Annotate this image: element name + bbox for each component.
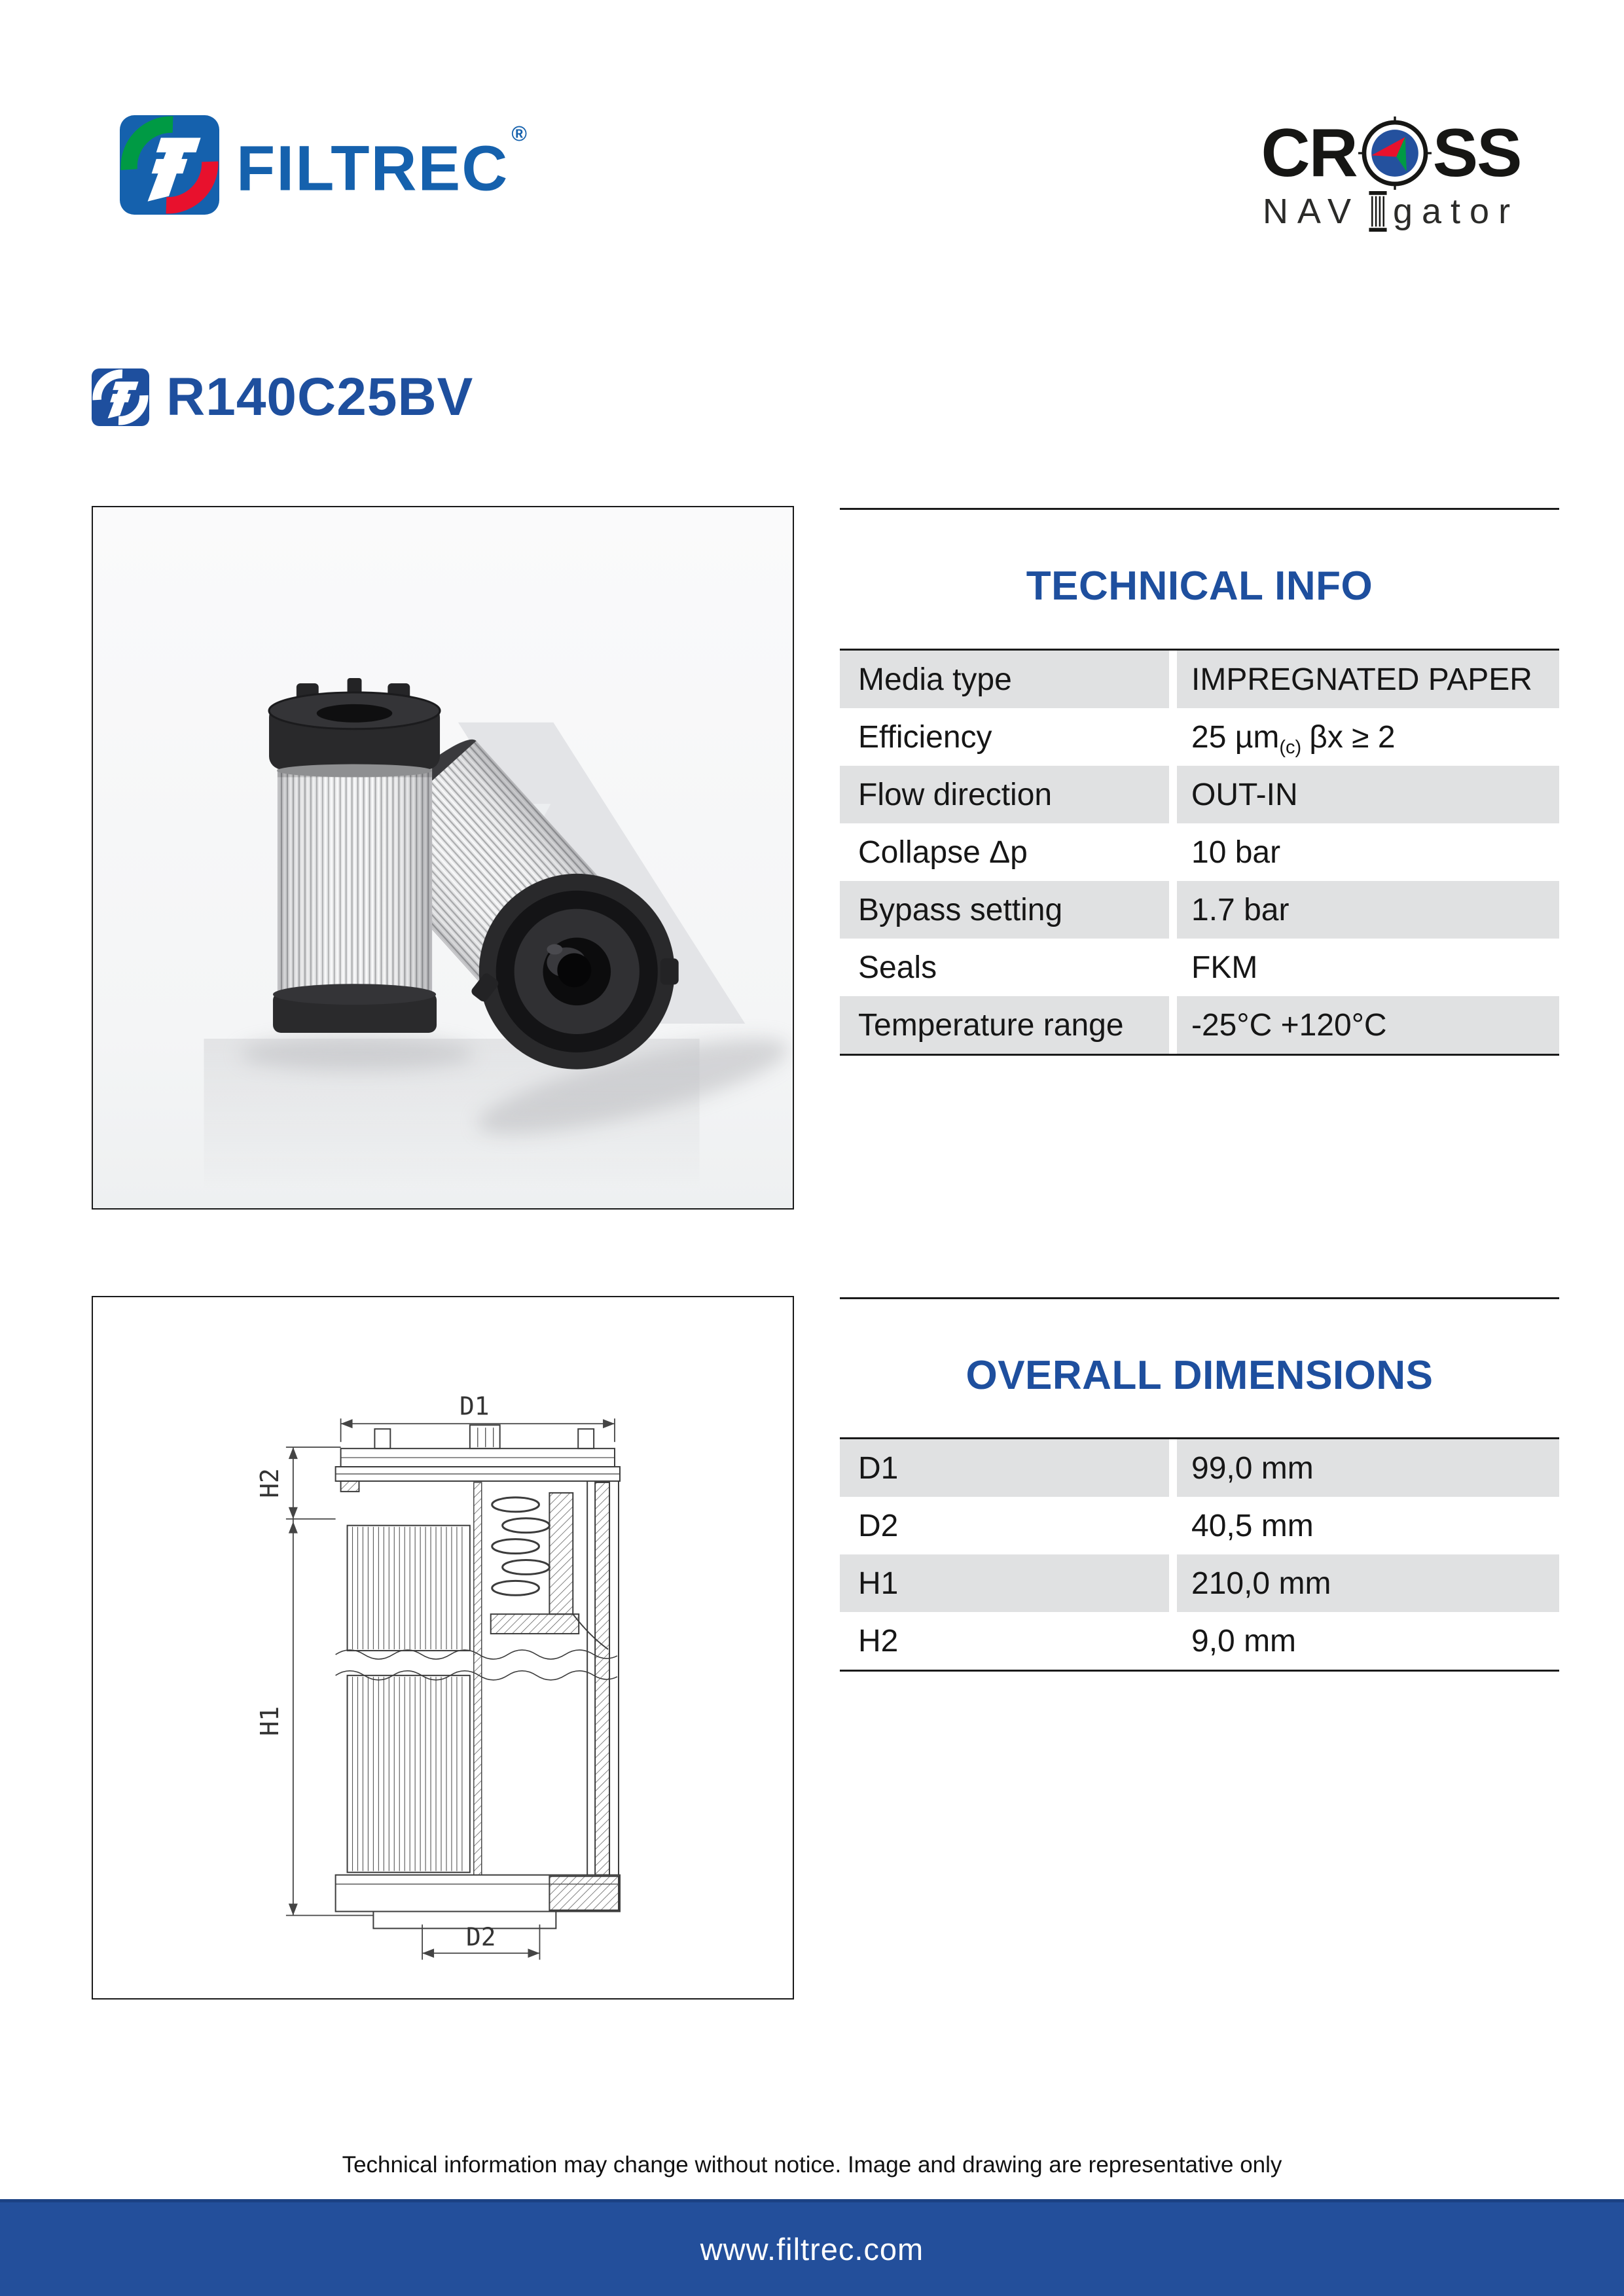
filtrec-logo <box>120 111 526 218</box>
technical-drawing-box <box>92 1296 794 2000</box>
row-label: Temperature range <box>840 996 1169 1054</box>
cross-text-left: CR <box>1261 115 1357 191</box>
row-label: Bypass setting <box>840 881 1169 939</box>
row-value: 9,0 mm <box>1191 1623 1297 1659</box>
filtrec-wordmark: FILTREC ® <box>236 122 528 204</box>
gator-text: gator <box>1392 192 1520 231</box>
overall-dimensions-title: OVERALL DIMENSIONS <box>965 1353 1434 1398</box>
column-icon <box>1367 191 1389 232</box>
cross-navigator-logo <box>1254 117 1528 232</box>
navigator-wordmark <box>1254 191 1528 232</box>
row-label: D1 <box>840 1439 1169 1497</box>
table-row <box>840 939 1559 996</box>
table-row <box>840 1554 1559 1612</box>
tech-section-rule <box>840 508 1559 510</box>
filter-photo <box>93 507 793 1208</box>
tech-info-table <box>840 649 1559 1056</box>
page-title: R140C25BV <box>166 367 474 427</box>
disclaimer-text: Technical information may change without notice. Image and drawing are representative only <box>342 2152 1282 2178</box>
tech-info-title: TECHNICAL INFO <box>1026 564 1373 609</box>
row-label: Flow direction <box>840 766 1169 823</box>
filter-element-upright <box>269 678 440 1033</box>
table-row <box>840 881 1559 939</box>
drawing-label-h2: H2 <box>255 1468 284 1498</box>
nav-text: NAV <box>1262 192 1360 231</box>
table-row <box>840 1497 1559 1554</box>
table-row <box>840 1612 1559 1670</box>
product-title-row <box>92 367 473 428</box>
row-value: OUT-IN <box>1177 766 1559 823</box>
row-value: FKM <box>1191 950 1258 985</box>
row-value: -25°C +120°C <box>1177 996 1559 1054</box>
row-label: Efficiency <box>858 719 992 755</box>
cross-wordmark <box>1254 117 1528 190</box>
row-value: 210,0 mm <box>1177 1554 1559 1612</box>
registered-mark: ® <box>511 122 528 145</box>
drawing-label-h1: H1 <box>255 1706 284 1736</box>
table-row <box>840 1439 1559 1497</box>
row-value: 10 bar <box>1191 834 1281 870</box>
website-url: www.filtrec.com <box>700 2232 924 2267</box>
dims-section-rule <box>840 1297 1559 1299</box>
footer-bar <box>0 2199 1624 2296</box>
row-label: Media type <box>840 651 1169 708</box>
row-value: 1.7 bar <box>1177 881 1559 939</box>
table-row <box>840 766 1559 823</box>
filtrec-logo-mark-icon <box>120 115 219 215</box>
row-value: 99,0 mm <box>1177 1439 1559 1497</box>
cross-compass-icon <box>1358 117 1432 190</box>
row-value: IMPREGNATED PAPER <box>1177 651 1559 708</box>
row-value: 25 µm (c) βx ≥ 2 <box>1191 719 1396 758</box>
table-row <box>840 823 1559 881</box>
row-label: H1 <box>840 1554 1169 1612</box>
overall-dimensions-table <box>840 1437 1559 1672</box>
row-value: 40,5 mm <box>1191 1508 1314 1543</box>
row-label: H2 <box>858 1623 899 1659</box>
product-photo-box <box>92 506 794 1210</box>
row-label: Seals <box>858 950 937 985</box>
drawing-label-d2: D2 <box>465 1922 496 1952</box>
table-row <box>840 708 1559 766</box>
row-label: D2 <box>858 1508 899 1543</box>
cross-text-right: SS <box>1432 115 1521 191</box>
technical-drawing <box>93 1297 793 1998</box>
row-label: Collapse Δp <box>858 834 1028 870</box>
table-row <box>840 996 1559 1054</box>
drawing-label-d1: D1 <box>460 1391 490 1421</box>
table-row <box>840 651 1559 708</box>
product-code-icon <box>92 368 149 426</box>
